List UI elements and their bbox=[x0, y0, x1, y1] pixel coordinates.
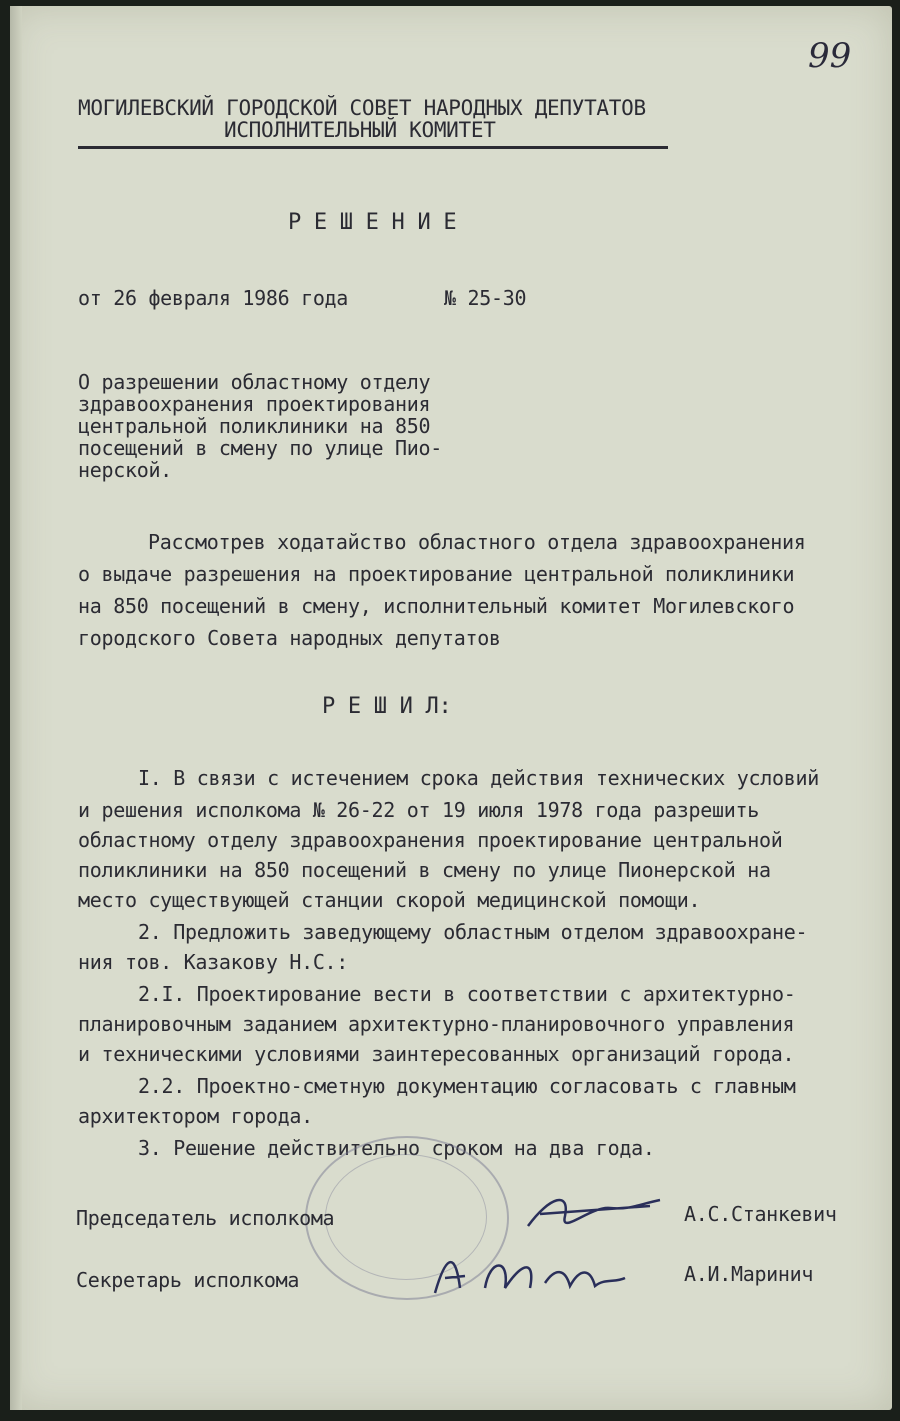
body-line: поликлиники на 850 посещений в смену по улице Пионерской на bbox=[78, 858, 771, 882]
body-line: ния тов. Казакову Н.С.: bbox=[78, 950, 349, 974]
secretary-signature bbox=[415, 1238, 635, 1308]
header-rule bbox=[78, 146, 668, 149]
header-line-2: ИСПОЛНИТЕЛЬНЫЙ КОМИТЕТ bbox=[224, 118, 496, 142]
body-line: планировочным заданием архитектурно-планировочного управления bbox=[78, 1012, 795, 1036]
document-sheet bbox=[10, 6, 892, 1410]
preamble-line: на 850 посещений в смену, исполнительный комитет Могилевского bbox=[78, 594, 795, 618]
header-line-1: МОГИЛЕВСКИЙ ГОРОДСКОЙ СОВЕТ НАРОДНЫХ ДЕПУТАТОВ bbox=[78, 96, 646, 120]
chair-name: А.С.Станкевич bbox=[684, 1202, 837, 1226]
subject-line: О разрешении областному отделу bbox=[78, 370, 431, 394]
page-number: 99 bbox=[808, 36, 852, 76]
body-line: I. В связи с истечением срока действия технических условий bbox=[138, 766, 819, 790]
secretary-title: Секретарь исполкома bbox=[76, 1268, 300, 1292]
body-line: 2.2. Проектно-сметную документацию согласовать с главным bbox=[138, 1074, 796, 1098]
body-line: и решения исполкома № 26-22 от 19 июля 1978 года разрешить bbox=[78, 798, 759, 822]
subject-line: центральной поликлиники на 850 bbox=[78, 414, 431, 438]
chair-title: Председатель исполкома bbox=[76, 1206, 335, 1230]
chair-signature bbox=[520, 1186, 670, 1246]
body-line: архитектором города. bbox=[78, 1104, 313, 1128]
subject-line: нерской. bbox=[78, 458, 172, 482]
secretary-name: А.И.Маринич bbox=[684, 1262, 814, 1286]
doc-type-title: Р Е Ш Е Н И Е bbox=[288, 210, 457, 235]
page-edge bbox=[10, 6, 22, 1410]
subject-line: посещений в смену по улице Пио- bbox=[78, 436, 442, 460]
body-line: и техническими условиями заинтересованных организаций города. bbox=[78, 1042, 795, 1066]
body-line: 3. Решение действительно сроком на два года. bbox=[138, 1136, 655, 1160]
body-line: место существующей станции скорой медицинской помощи. bbox=[78, 888, 701, 912]
preamble-line: городского Совета народных депутатов bbox=[78, 626, 501, 650]
body-line: 2. Предложить заведующему областным отделом здравоохране- bbox=[138, 920, 808, 944]
preamble-line: Рассмотрев ходатайство областного отдела здравоохранения bbox=[148, 530, 806, 554]
body-line: 2.I. Проектирование вести в соответствии с архитектурно- bbox=[138, 982, 796, 1006]
preamble-line: о выдаче разрешения на проектирование центральной поликлиники bbox=[78, 562, 795, 586]
body-line: областному отделу здравоохранения проектирование центральной bbox=[78, 828, 783, 852]
decided-heading: Р Е Ш И Л: bbox=[322, 694, 452, 719]
doc-number: № 25-30 bbox=[444, 286, 527, 310]
subject-line: здравоохранения проектирования bbox=[78, 392, 431, 416]
date-line: от 26 февраля 1986 года bbox=[78, 286, 349, 310]
